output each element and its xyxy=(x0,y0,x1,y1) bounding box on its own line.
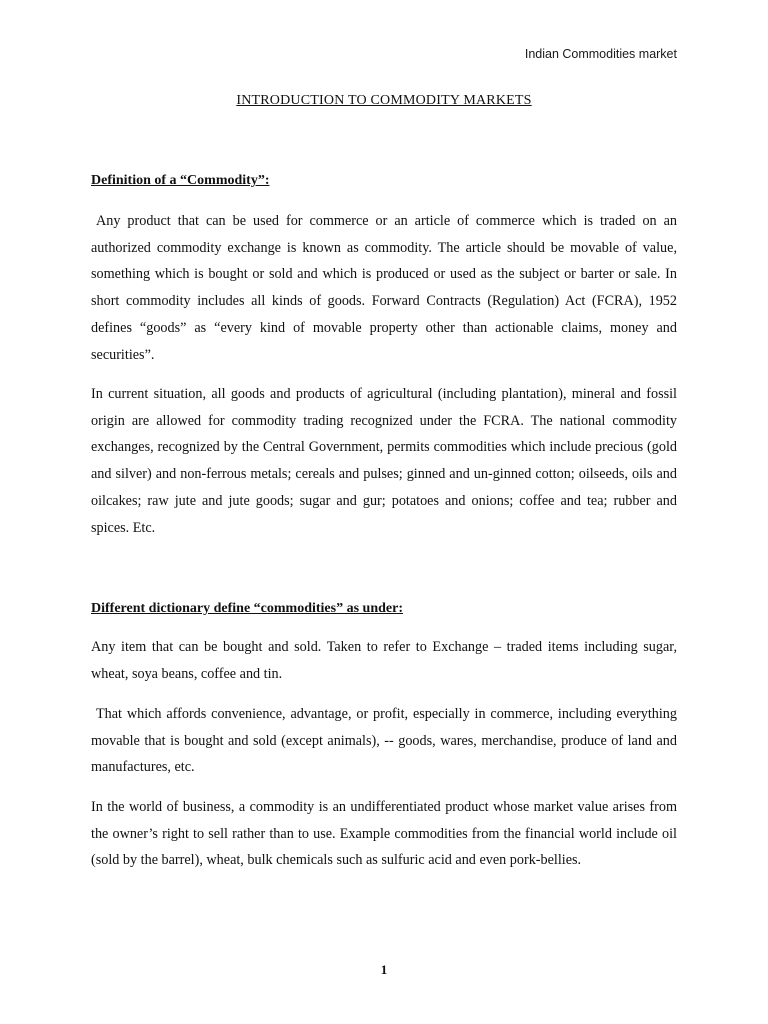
section-heading-definition: Definition of a “Commodity”: xyxy=(91,173,270,188)
section-heading-dictionary: Different dictionary define “commodities” as under: xyxy=(91,601,403,616)
paragraph-dictionary-1: Any item that can be bought and sold. Taken to refer to Exchange – traded items including sugar, wheat, soya beans, coffee and tin. xyxy=(91,639,677,682)
page-number: 1 xyxy=(380,962,388,977)
document-title: INTRODUCTION TO COMMODITY MARKETS xyxy=(236,93,532,108)
paragraph-dictionary-2: That which affords convenience, advantage, or profit, especially in commerce, including everything movable that is bought and sold (except animals), -- goods, wares, merchandise, produce of land and manufactures, etc. xyxy=(91,706,677,776)
paragraph-current-situation: In current situation, all goods and products of agricultural (including plantation), mineral and fossil origin are allowed for commodity trading recognized under the FCRA. The national commodity exchanges, recognized by the Central Government, permits commodities which include precious (gold and silver) and non-ferrous metals; cereals and pulses; ginned and un-ginned cotton; oilseeds, oils and oilcakes; raw jute and jute goods; sugar and gur; potatoes and onions; coffee and tea; rubber and spices. Etc. xyxy=(91,386,677,536)
paragraph-definition: Any product that can be used for commerce or an article of commerce which is traded on an authorized commodity exchange is known as commodity. The article should be movable of value, something which is bought or sold and which is produced or used as the subject or barter or sale. In short commodity includes all kinds of goods. Forward Contracts (Regulation) Act (FCRA), 1952 defines “goods” as “every kind of movable property other than actionable claims, money and securities”. xyxy=(91,213,677,363)
running-header: Indian Commodities market xyxy=(524,47,677,61)
paragraph-dictionary-3: In the world of business, a commodity is an undifferentiated product whose market value arises from the owner’s right to sell rather than to use. Example commodities from the financial world include oil (sold by the barrel), wheat, bulk chemicals such as sulfuric acid and even pork-bellies. xyxy=(91,799,677,869)
